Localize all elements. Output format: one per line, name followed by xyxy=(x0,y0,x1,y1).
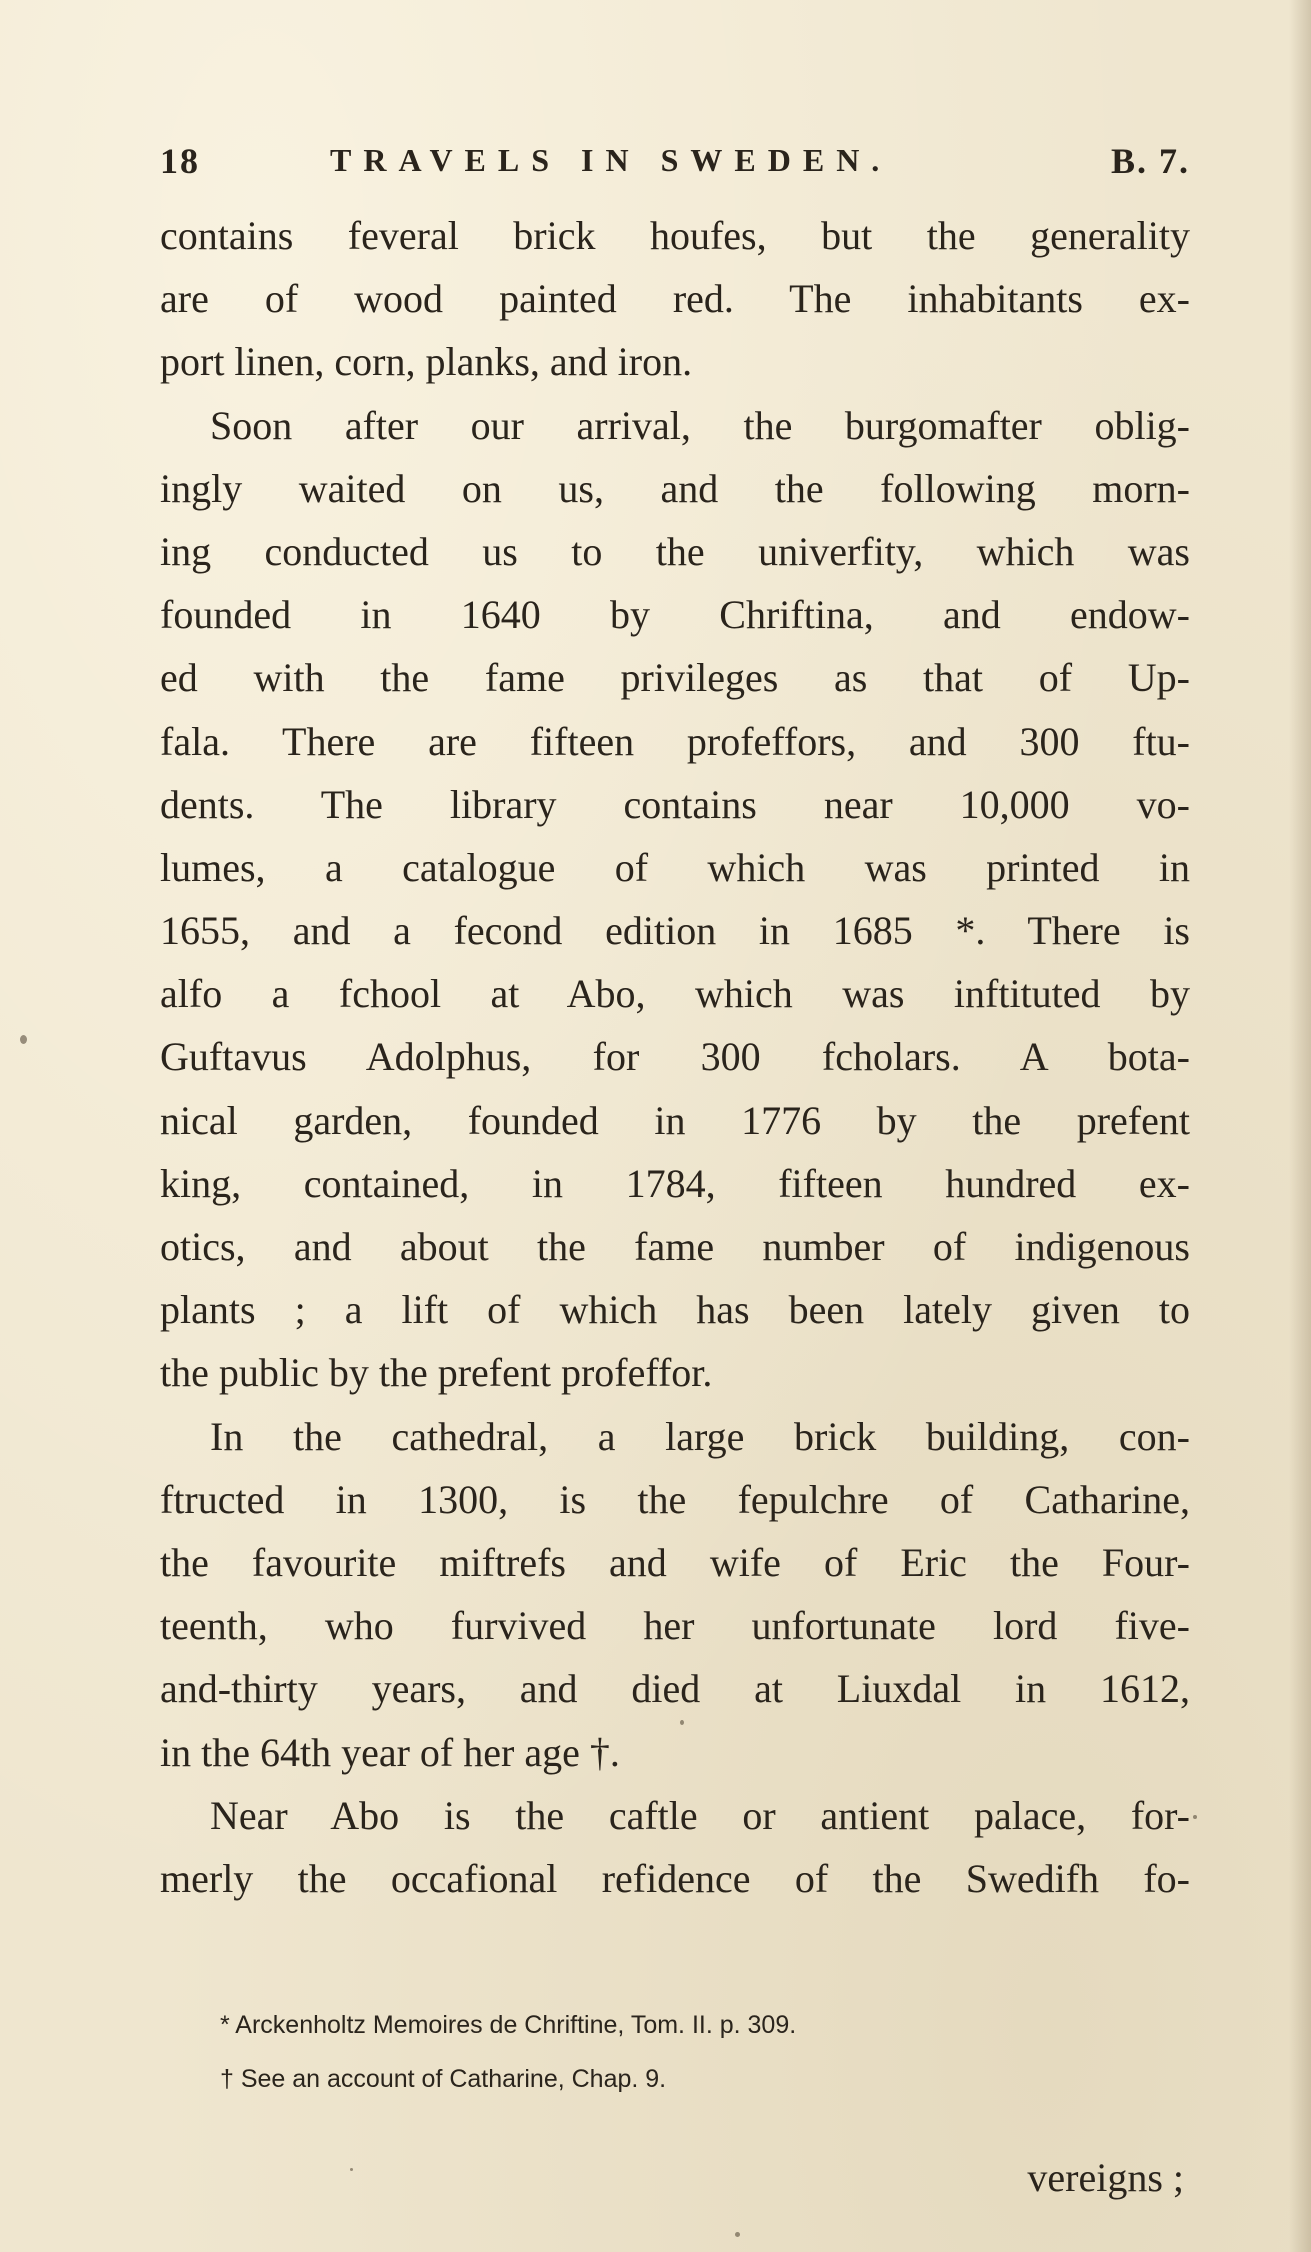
footnote: * Arckenholtz Memoires de Chriftine, Tom. II. p. 309. xyxy=(220,2011,797,2039)
text-line: dents. The library contains near 10,000 vo- xyxy=(160,781,1190,827)
catchword: vereigns ; xyxy=(1027,2155,1184,2200)
paper-speck xyxy=(680,1720,684,1725)
text-line: Soon after our arrival, the burgomafter oblig- xyxy=(210,402,1190,448)
text-line: the favourite miftrefs and wife of Eric the Four- xyxy=(160,1539,1190,1585)
paper-speck xyxy=(1193,1815,1197,1819)
text-line: ftructed in 1300, is the fepulchre of Catharine, xyxy=(160,1476,1190,1522)
text-line: Guftavus Adolphus, for 300 fcholars. A bota- xyxy=(160,1034,1190,1080)
text-line: In the cathedral, a large brick building, con- xyxy=(210,1413,1190,1459)
text-line: the public by the prefent profeffor. xyxy=(160,1350,713,1396)
text-line: merly the occafional refidence of the Swedifh fo- xyxy=(160,1855,1190,1901)
paper-speck xyxy=(735,2232,740,2237)
footnote: † See an account of Catharine, Chap. 9. xyxy=(220,2065,667,2093)
text-line: are of wood painted red. The inhabitants ex- xyxy=(160,276,1190,322)
text-line: ing conducted us to the univerfity, which was xyxy=(160,528,1190,574)
page-edge-shadow xyxy=(1289,0,1311,2252)
text-line: in the 64th year of her age †. xyxy=(160,1729,620,1775)
book-number: B. 7. xyxy=(1110,141,1190,181)
text-line: ingly waited on us, and the following morn- xyxy=(160,465,1190,511)
text-line: fala. There are fifteen profeffors, and 300 ftu- xyxy=(160,718,1190,764)
text-line: lumes, a catalogue of which was printed in xyxy=(160,844,1190,890)
text-line: founded in 1640 by Chriftina, and endow- xyxy=(160,592,1190,638)
text-line: teenth, who furvived her unfortunate lord five- xyxy=(160,1603,1190,1649)
text-line: contains feveral brick houfes, but the generality xyxy=(160,213,1190,258)
paper-speck xyxy=(20,1035,27,1044)
running-title: TRAVELS IN SWEDEN. xyxy=(330,142,892,178)
text-line: plants ; a lift of which has been lately given to xyxy=(160,1287,1190,1333)
text-line: king, contained, in 1784, fifteen hundred ex- xyxy=(160,1160,1190,1206)
page-number: 18 xyxy=(160,141,200,181)
text-line: Near Abo is the caftle or antient palace, for- xyxy=(210,1792,1190,1838)
text-line: alfo a fchool at Abo, which was inftituted by xyxy=(160,971,1190,1017)
footnotes xyxy=(220,1998,1180,2106)
running-head xyxy=(160,140,1190,190)
text-line: ed with the fame privileges as that of Up- xyxy=(160,655,1190,701)
text-line: otics, and about the fame number of indigenous xyxy=(160,1224,1190,1269)
paper-speck xyxy=(350,2168,353,2171)
text-line: 1655, and a fecond edition in 1685 *. There is xyxy=(160,908,1190,954)
text-line: port linen, corn, planks, and iron. xyxy=(160,339,693,385)
body-text xyxy=(160,204,1190,1910)
text-line: nical garden, founded in 1776 by the prefent xyxy=(160,1097,1190,1143)
text-line: and-thirty years, and died at Liuxdal in 1612, xyxy=(160,1666,1190,1712)
